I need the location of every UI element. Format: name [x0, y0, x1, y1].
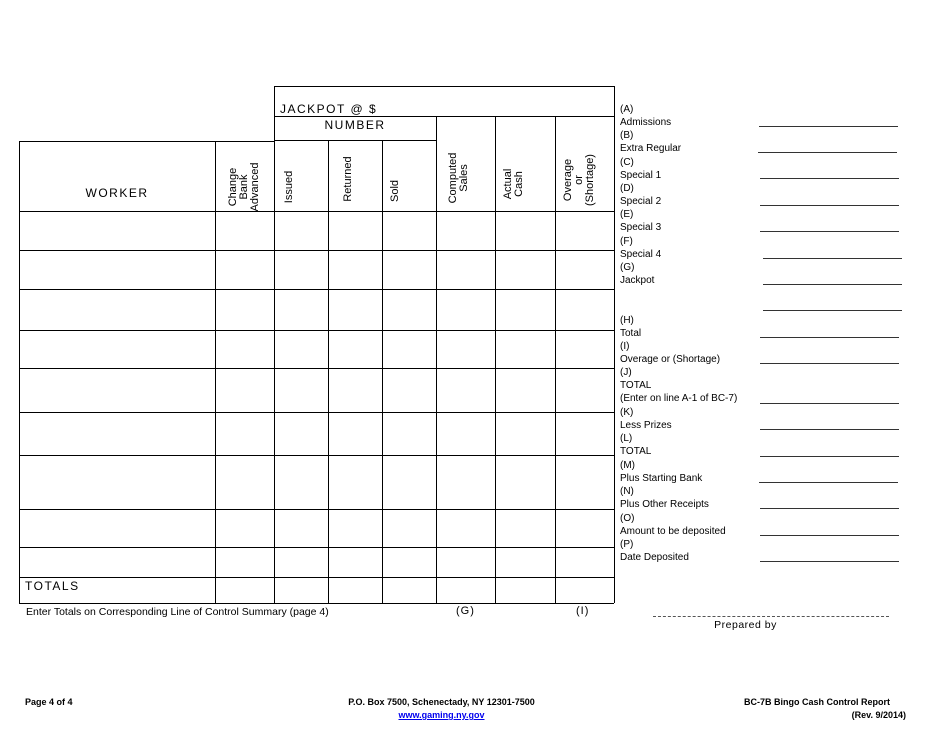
special-1-line[interactable]	[760, 178, 899, 179]
row-line	[19, 412, 614, 413]
summary-item: (B) Extra Regular	[620, 130, 682, 154]
summary-item: (P) Date Deposited	[620, 539, 689, 563]
admissions-line[interactable]	[759, 126, 898, 127]
returned-header: Returned	[342, 156, 354, 202]
g-mark: (G)	[456, 605, 475, 617]
date-deposited-line[interactable]	[760, 561, 899, 562]
deposit-amount-line[interactable]	[760, 535, 899, 536]
special-4-line[interactable]	[763, 258, 902, 259]
col-line	[274, 86, 275, 603]
col-line	[19, 141, 20, 603]
total-l-line[interactable]	[760, 456, 899, 457]
prepared-by-line[interactable]	[653, 616, 889, 617]
summary-item: (I) Overage or (Shortage)	[620, 341, 721, 365]
jackpot-label: JACKPOT @ $	[280, 102, 378, 116]
jackpot-extra-line[interactable]	[763, 310, 902, 311]
website-container	[300, 710, 583, 720]
col-line	[495, 116, 496, 603]
row-line	[19, 289, 614, 290]
less-prizes-line[interactable]	[760, 429, 899, 430]
summary-item: (D) Special 2	[620, 183, 662, 207]
summary-item: (A) Admissions	[620, 104, 672, 128]
i-mark: (I)	[576, 605, 590, 617]
col-line	[215, 141, 216, 603]
row-line	[19, 368, 614, 369]
summary-item: (N) Plus Other Receipts	[620, 486, 709, 510]
summary-item: (F) Special 4	[620, 236, 662, 260]
number-label: NUMBER	[324, 118, 386, 132]
summary-item: (L) TOTAL	[620, 433, 652, 457]
summary-item: (H) Total	[620, 315, 642, 339]
special-2-line[interactable]	[760, 205, 899, 206]
grand-total-line[interactable]	[760, 403, 899, 404]
totals-row-line	[19, 577, 614, 578]
summary-item: (G) Jackpot	[620, 262, 655, 286]
address: P.O. Box 7500, Schenectady, NY 12301-7500	[348, 697, 535, 707]
total-line[interactable]	[760, 337, 899, 338]
col-line	[436, 116, 437, 603]
row-line	[19, 509, 614, 510]
overage-header: Overage or (Shortage)	[562, 154, 596, 206]
col-line	[328, 140, 329, 603]
col-line	[382, 140, 383, 603]
summary-item: (E) Special 3	[620, 209, 662, 233]
revision: (Rev. 9/2014)	[851, 710, 906, 720]
other-receipts-line[interactable]	[760, 508, 899, 509]
row-line	[19, 547, 614, 548]
row-line	[19, 250, 614, 251]
summary-item: (J) TOTAL (Enter on line A-1 of BC-7)	[620, 367, 738, 404]
totals-label: TOTALS	[25, 579, 80, 593]
table-bottom-line	[19, 603, 614, 604]
website-link[interactable]: www.gaming.ny.gov	[398, 710, 485, 720]
special-3-line[interactable]	[760, 231, 899, 232]
worker-label: WORKER	[85, 186, 149, 200]
sold-header: Sold	[389, 179, 401, 203]
change-bank-header: Change Bank Advanced	[227, 162, 261, 212]
computed-sales-header: Computed Sales	[447, 152, 470, 204]
row-line	[19, 330, 614, 331]
issued-header: Issued	[283, 170, 295, 204]
col-line	[614, 86, 615, 603]
jackpot-line[interactable]	[763, 284, 902, 285]
summary-item: (O) Amount to be deposited	[620, 513, 726, 537]
actual-cash-header: Actual Cash	[502, 168, 525, 200]
jackpot-box-top	[274, 86, 614, 87]
totals-note: Enter Totals on Corresponding Line of Control Summary (page 4)	[26, 606, 329, 618]
jackpot-box-divider	[274, 116, 614, 117]
extra-regular-line[interactable]	[758, 152, 897, 153]
form-name: BC-7B Bingo Cash Control Report	[744, 697, 890, 707]
starting-bank-line[interactable]	[759, 482, 898, 483]
col-line	[555, 116, 556, 603]
prepared-by-label: Prepared by	[714, 619, 777, 631]
overage-line[interactable]	[760, 363, 899, 364]
row-line	[19, 455, 614, 456]
summary-item: (K) Less Prizes	[620, 407, 672, 431]
page-number: Page 4 of 4	[25, 697, 73, 707]
summary-item: (C) Special 1	[620, 157, 662, 181]
summary-item: (M) Plus Starting Bank	[620, 460, 703, 484]
